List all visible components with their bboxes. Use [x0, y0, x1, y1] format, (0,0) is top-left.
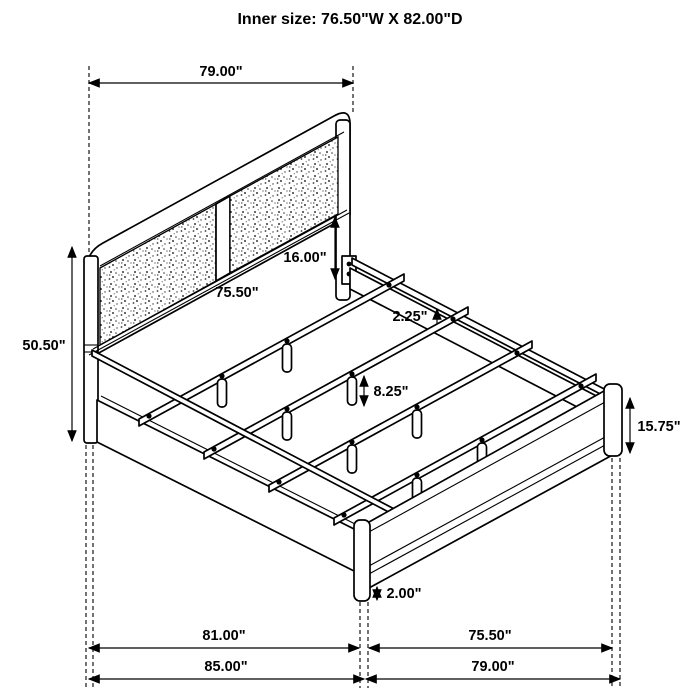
screw-dot — [341, 512, 346, 517]
screw-dot — [578, 383, 583, 388]
dim-label-outer-depth: 85.00" — [204, 659, 248, 675]
dim-label-footboard-leg: 2.00" — [386, 586, 422, 602]
dim-label-panel-bottom-height: 16.00" — [283, 250, 327, 266]
screw-dot — [514, 350, 519, 355]
screw-dot — [414, 472, 419, 477]
screw-dot — [284, 338, 289, 343]
slat-leg — [283, 344, 292, 372]
screw-dot — [450, 316, 455, 321]
dim-label-headboard-height: 50.50" — [22, 338, 66, 354]
far-side-rail-ledge — [352, 258, 610, 399]
dim-label-inner-depth: 81.00" — [202, 628, 246, 644]
footboard-near-post — [354, 520, 370, 601]
footboard-bottom-rail-line1 — [358, 430, 618, 572]
screw-dot — [211, 446, 216, 451]
screw-dot — [386, 282, 391, 287]
screw-dot — [146, 413, 151, 418]
screw-dot — [284, 406, 289, 411]
screw-dot — [479, 437, 484, 442]
headboard-left-post — [84, 256, 98, 443]
bracket-screw-dot — [347, 262, 352, 267]
headboard-panel-divider — [216, 196, 230, 281]
screw-dot — [349, 371, 354, 376]
dim-label-headboard-width: 75.50" — [215, 285, 259, 301]
slat-leg — [413, 410, 422, 438]
slat-leg — [348, 377, 357, 405]
dim-label-top-width: 79.00" — [199, 64, 243, 80]
dim-label-rail-ledge: 2.25" — [392, 309, 428, 325]
dim-label-slat-leg: 8.25" — [373, 384, 409, 400]
slat-leg — [348, 445, 357, 473]
screw-dot — [219, 373, 224, 378]
dim-label-footboard-inner-width: 75.50" — [468, 628, 512, 644]
screw-dot — [414, 404, 419, 409]
dimensions — [22, 11, 680, 679]
slat-leg — [218, 379, 227, 407]
screw-dot — [276, 479, 281, 484]
dim-label-outer-width: 79.00" — [471, 659, 515, 675]
slat-leg — [283, 412, 292, 440]
screw-dot — [349, 439, 354, 444]
footboard-right-post — [604, 384, 622, 456]
diagram-title: Inner size: 76.50"W X 82.00"D — [237, 11, 463, 28]
dim-label-footboard-height: 15.75" — [637, 419, 681, 435]
